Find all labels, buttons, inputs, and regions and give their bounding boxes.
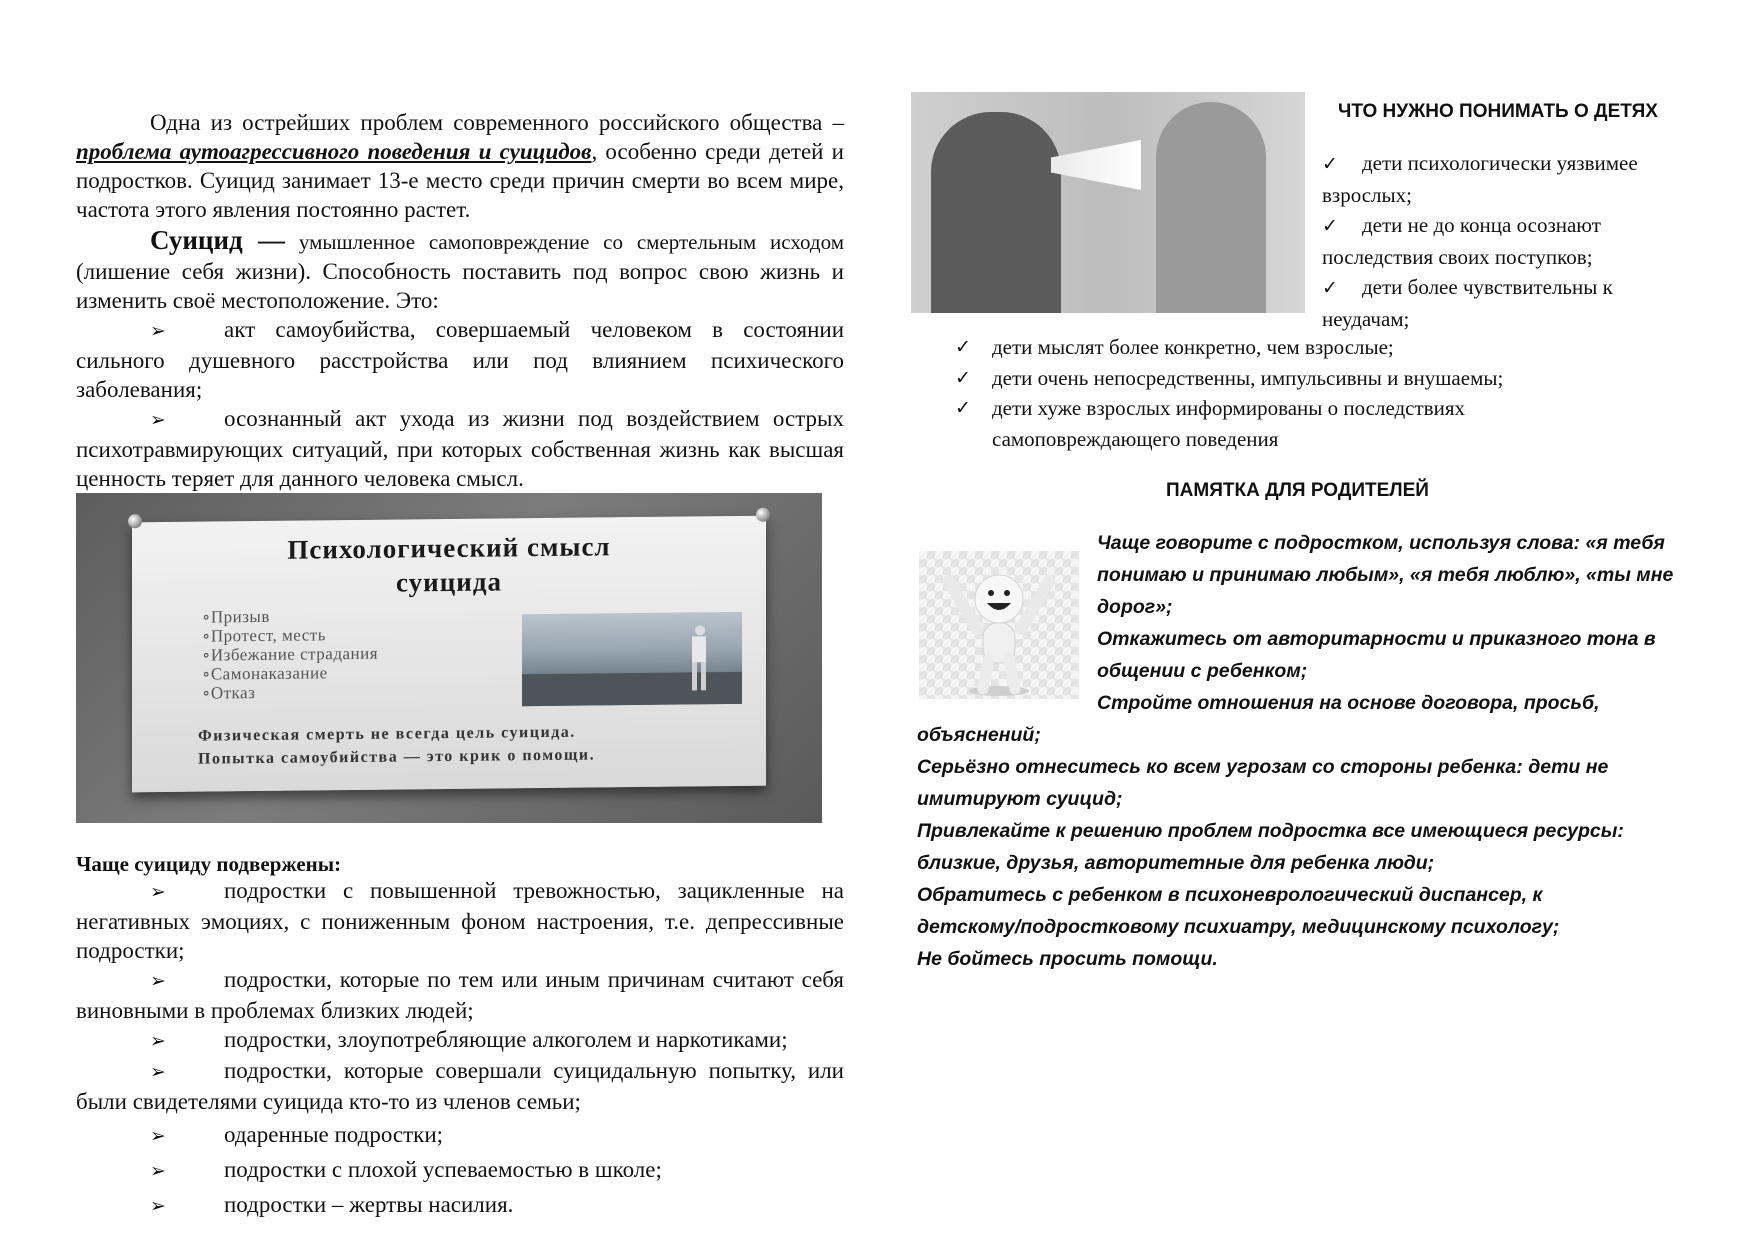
- definition-item: [76, 315, 844, 404]
- risk-item: [76, 1120, 844, 1151]
- risk-item: [76, 1056, 844, 1116]
- slide-list-item: ∘ Призыв: [202, 606, 378, 627]
- arrow-bullet-icon: ➢: [150, 320, 166, 342]
- memo-item: Не бойтесь просить помощи.: [917, 948, 1218, 970]
- photo-girl: [1156, 102, 1266, 313]
- risk-item-text: подростки с плохой успеваемостью в школе;: [224, 1157, 662, 1182]
- children-item: [955, 363, 1575, 394]
- risk-item: [76, 876, 844, 965]
- arrow-bullet-icon: ➢: [150, 1030, 166, 1052]
- risk-list: [76, 876, 844, 1221]
- children-item: [1322, 148, 1692, 210]
- slide-title: [132, 528, 766, 603]
- memo-item: Чаще говорите с подростком, используя слова: «я тебя понимаю и принимаю любым», «я тебя люблю», «ты мне дорог»;: [1097, 532, 1674, 618]
- slide-note-1: Физическая смерть не всегда цель суицида.: [198, 723, 576, 745]
- slide-list: [202, 606, 378, 703]
- children-item-text: дети очень непосредственны, импульсивны и внушаемы;: [992, 365, 1504, 390]
- risk-item-text: подростки, которые совершали суицидальную попытку, или были свидетелями суицида кто-то из членов семьи;: [76, 1058, 844, 1114]
- memo-item: Обратитесь с ребенком в психоневрологический диспансер, к детскому/подростковому психиатру, медицинскому психологу;: [917, 884, 1560, 938]
- arrow-bullet-icon: ➢: [150, 1160, 166, 1182]
- definition-paragraph: [76, 226, 844, 315]
- check-icon: ✓: [955, 366, 971, 389]
- left-column: [76, 108, 844, 493]
- check-icon: ✓: [1322, 277, 1338, 299]
- smiley-figure-image: [919, 551, 1079, 699]
- intro-text-2: , особенно среди детей и подростков. Суицид занимает 13-е место среди причин смерти во всем мире, частота этого явления постоянно растет.: [76, 139, 844, 222]
- risk-item: [76, 965, 844, 1025]
- slide-note-2: Попытка самоубийства — это крик о помощи.: [198, 746, 596, 768]
- definition-item-text: осознанный акт ухода из жизни под воздействием острых психотравмирующих ситуаций, при которых собственная жизнь как высшая ценность теряет для данного человека смысл.: [76, 406, 844, 491]
- arrow-bullet-icon: ➢: [150, 881, 166, 903]
- children-item-text: дети более чувствительны к неудачам;: [1322, 275, 1613, 331]
- photo-man: [931, 112, 1061, 313]
- parents-heading: ПАМЯТКА ДЛЯ РОДИТЕЛЕЙ: [1166, 480, 1429, 501]
- risk-item-text: подростки, злоупотребляющие алкоголем и наркотиками;: [224, 1027, 788, 1052]
- children-item: [1322, 210, 1692, 272]
- intro-emphasis: проблема аутоагрессивного поведения и суицидов: [76, 139, 592, 164]
- arrow-bullet-icon: ➢: [150, 1125, 166, 1147]
- arrow-bullet-icon: ➢: [150, 409, 166, 431]
- risk-item: [76, 1025, 844, 1056]
- arrow-bullet-icon: ➢: [150, 1195, 166, 1217]
- definition-lead: умышленное самоповреждение со смертельным исходом: [285, 230, 844, 254]
- slide-title-line-2: суицида: [396, 566, 502, 598]
- slide-notes: [198, 722, 698, 767]
- check-icon: ✓: [955, 336, 971, 358]
- children-item-text: дети психологически уязвимее взрослых;: [1322, 151, 1638, 207]
- children-item: [955, 332, 1575, 363]
- slide-photo: [522, 612, 742, 706]
- risk-item: [76, 1190, 844, 1221]
- children-item-text: дети не до конца осознают последствия своих поступков;: [1322, 213, 1601, 269]
- slide-card: [132, 516, 766, 793]
- pin-icon: [128, 514, 142, 528]
- intro-text-1: Одна из острейших проблем современного российского общества –: [150, 110, 844, 135]
- megaphone-photo: [911, 92, 1305, 313]
- slide-list-item: ∘ Самонаказание: [202, 663, 378, 684]
- children-list-bottom: [955, 332, 1575, 454]
- risk-item-text: подростки с повышенной тревожностью, зацикленные на негативных эмоциях, с пониженным фоном настроения, т.е. депрессивные подростки;: [76, 878, 844, 963]
- slide-image: [76, 493, 822, 823]
- risk-item-text: подростки – жертвы насилия.: [224, 1192, 514, 1217]
- definition-item-text: акт самоубийства, совершаемый человеком в состоянии сильного душевного расстройства или под влиянием психического заболевания;: [76, 317, 844, 402]
- slide-list-item: ∘ Избежание страдания: [202, 644, 378, 665]
- arrow-bullet-icon: ➢: [150, 970, 166, 992]
- risk-item: [76, 1155, 844, 1186]
- definition-term: Суицид —: [150, 225, 286, 255]
- children-list-top: [1322, 148, 1692, 334]
- memo-block-bottom: [917, 719, 1677, 975]
- check-icon: ✓: [955, 397, 971, 419]
- definition-item: [76, 404, 844, 493]
- children-item: [955, 393, 1575, 454]
- slide-list-item: ∘ Отказ: [202, 682, 378, 703]
- risk-item-text: одаренные подростки;: [224, 1122, 444, 1147]
- arrow-bullet-icon: ➢: [150, 1061, 166, 1083]
- risk-item-text: подростки, которые по тем или иным причинам считают себя виновными в проблемах близких людей;: [76, 967, 844, 1023]
- memo-item: Откажитесь от авторитарности и приказного тона в общении с ребенком;: [1097, 628, 1656, 682]
- children-item-text: дети хуже взрослых информированы о последствиях самоповреждающего поведения: [992, 396, 1465, 451]
- memo-item: Серьёзно отнеситесь ко всем угрозам со стороны ребенка: дети не имитируют суицид;: [917, 756, 1609, 810]
- children-heading: ЧТО НУЖНО ПОНИМАТЬ О ДЕТЯХ: [1338, 101, 1658, 122]
- memo-block-top: [1097, 527, 1687, 719]
- check-icon: ✓: [1322, 153, 1338, 175]
- risk-heading: Чаще суициду подвержены:: [76, 852, 342, 876]
- slide-title-line-1: Психологический смысл: [287, 531, 611, 565]
- memo-item: объяснений;: [917, 724, 1041, 746]
- definition-rest: (лишение себя жизни). Способность поставить под вопрос свою жизнь и изменить своё местоположение. Это:: [76, 259, 844, 313]
- memo-item: Стройте отношения на основе договора, просьб,: [1097, 692, 1600, 714]
- memo-item: Привлекайте к решению проблем подростка все имеющиеся ресурсы: близкие, друзья, авторитетные для ребенка люди;: [917, 820, 1624, 874]
- megaphone-icon: [1051, 140, 1141, 190]
- intro-paragraph: [76, 108, 844, 224]
- pin-icon: [756, 508, 770, 522]
- check-icon: ✓: [1322, 215, 1338, 237]
- slide-list-item: ∘ Протест, месть: [202, 625, 378, 646]
- children-item: [1322, 272, 1692, 334]
- children-item-text: дети мыслят более конкретно, чем взрослые;: [992, 335, 1394, 359]
